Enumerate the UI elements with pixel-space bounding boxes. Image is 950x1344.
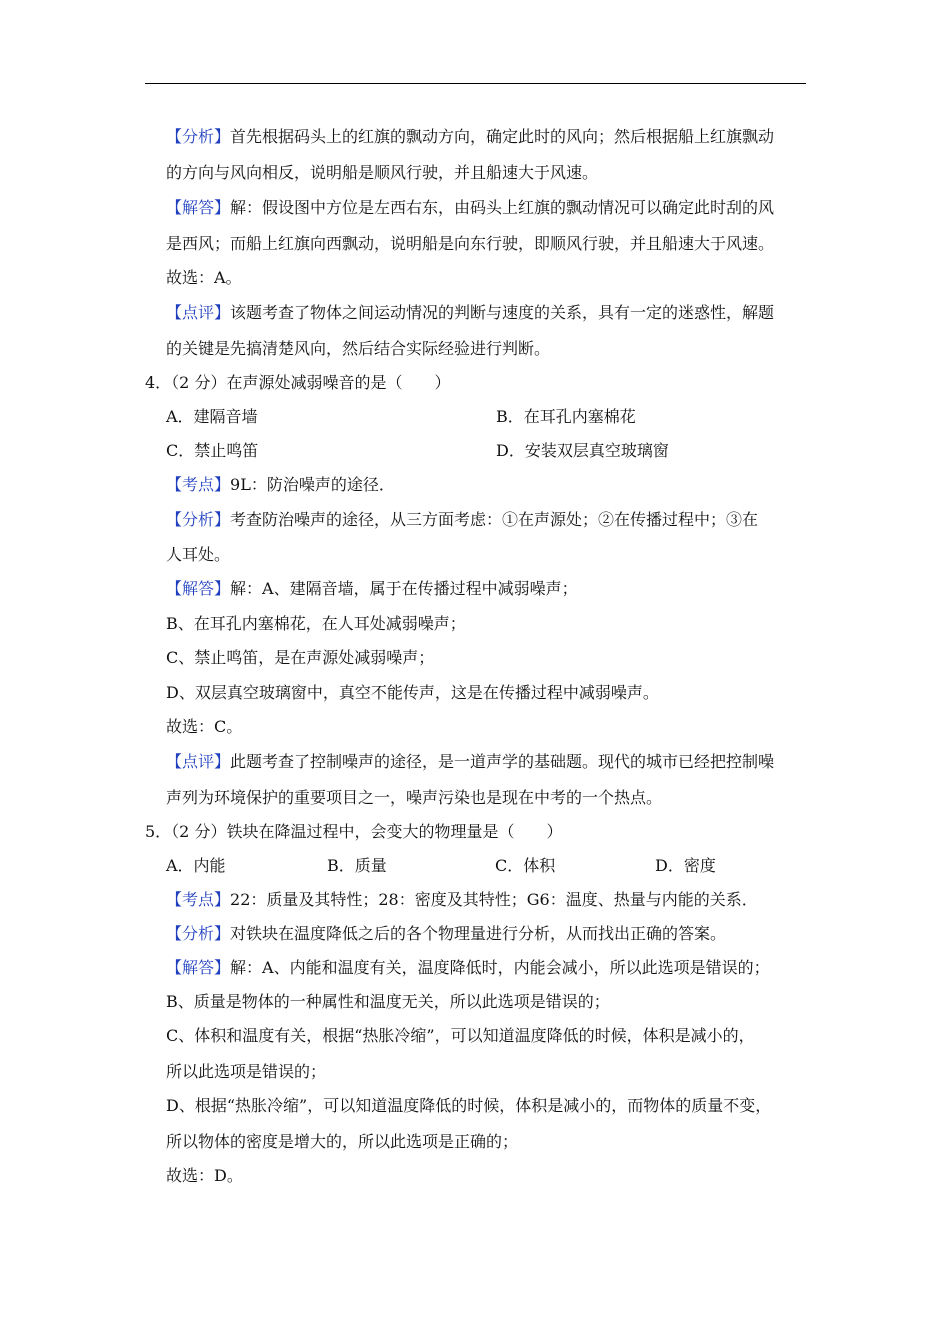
- q5-option-d: D．密度: [655, 856, 716, 875]
- q3-analysis-line1: 【分析】首先根据码头上的红旗的飘动方向，确定此时的风向；然后根据船上红旗飘动: [166, 127, 775, 146]
- q4-stem: 4．（2 分）在声源处减弱噪音的是（ ）: [145, 373, 451, 392]
- answer-tag: 【解答】: [166, 958, 231, 977]
- q5-option-c: C．体积: [495, 856, 556, 875]
- answer-tag: 【解答】: [166, 198, 231, 217]
- q4-comment-line2: 声列为环境保护的重要项目之一，噪声污染也是现在中考的一个热点。: [166, 788, 663, 807]
- q4-answer-line1: 【解答】解：A、建隔音墙，属于在传播过程中减弱噪声；: [166, 579, 578, 598]
- q4-option-d: D．安装双层真空玻璃窗: [496, 441, 669, 460]
- q4-answer-line4: D、双层真空玻璃窗中，真空不能传声，这是在传播过程中减弱噪声。: [166, 683, 659, 702]
- q5-option-b: B．质量: [327, 856, 387, 875]
- point-tag: 【考点】: [166, 890, 231, 909]
- analysis-tag: 【分析】: [166, 924, 231, 943]
- q3-answer-line2: 是西风；而船上红旗向西飘动，说明船是向东行驶，即顺风行驶，并且船速大于风速。: [166, 234, 775, 253]
- q4-choice: 故选：C。: [166, 717, 243, 736]
- q5-answer-line5: D、根据“热胀冷缩”，可以知道温度降低的时候，体积是减小的，而物体的质量不变，: [166, 1096, 772, 1115]
- q4-option-b: B．在耳孔内塞棉花: [496, 407, 636, 426]
- q4-answer-line3: C、禁止鸣笛，是在声源处减弱噪声；: [166, 648, 435, 667]
- point-tag: 【考点】: [166, 475, 231, 494]
- q5-option-a: A．内能: [166, 856, 226, 875]
- analysis-tag: 【分析】: [166, 127, 231, 146]
- analysis-tag: 【分析】: [166, 510, 231, 529]
- answer-tag: 【解答】: [166, 579, 231, 598]
- q4-comment-line1: 【点评】此题考查了控制噪声的途径，是一道声学的基础题。现代的城市已经把控制噪: [166, 752, 775, 771]
- q5-answer-line3: C、体积和温度有关，根据“热胀冷缩”，可以知道温度降低的时候，体积是减小的，: [166, 1026, 755, 1045]
- q5-answer-line6: 所以物体的密度是增大的，所以此选项是正确的；: [166, 1132, 519, 1151]
- q3-answer-line1: 【解答】解：假设图中方位是左西右东，由码头上红旗的飘动情况可以确定此时刮的风: [166, 198, 775, 217]
- comment-tag: 【点评】: [166, 303, 231, 322]
- q4-answer-line2: B、在耳孔内塞棉花，在人耳处减弱噪声；: [166, 614, 466, 633]
- q3-choice: 故选：A。: [166, 268, 242, 287]
- q5-choice: 故选：D。: [166, 1166, 243, 1185]
- q4-analysis-line1: 【分析】考查防治噪声的途径，从三方面考虑：①在声源处；②在传播过程中；③在: [166, 510, 759, 529]
- q5-point: 【考点】22：质量及其特性；28：密度及其特性；G6：温度、热量与内能的关系．: [166, 890, 758, 909]
- q3-analysis-line2: 的方向与风向相反，说明船是顺风行驶，并且船速大于风速。: [166, 163, 599, 182]
- q4-point: 【考点】9L：防治噪声的途径．: [166, 475, 395, 494]
- q5-stem: 5．（2 分）铁块在降温过程中，会变大的物理量是（ ）: [145, 822, 563, 841]
- q4-analysis-line2: 人耳处。: [166, 545, 231, 564]
- q3-comment-line2: 的关键是先搞清楚风向，然后结合实际经验进行判断。: [166, 339, 551, 358]
- q5-answer-line2: B、质量是物体的一种属性和温度无关，所以此选项是错误的；: [166, 992, 610, 1011]
- header-rule: [145, 83, 806, 84]
- q4-option-c: C．禁止鸣笛: [166, 441, 259, 460]
- q3-comment-line1: 【点评】该题考查了物体之间运动情况的判断与速度的关系，具有一定的迷惑性，解题: [166, 303, 775, 322]
- comment-tag: 【点评】: [166, 752, 231, 771]
- q5-analysis: 【分析】对铁块在温度降低之后的各个物理量进行分析，从而找出正确的答案。: [166, 924, 727, 943]
- q4-option-a: A．建隔音墙: [166, 407, 258, 426]
- q5-answer-line1: 【解答】解：A、内能和温度有关，温度降低时，内能会减小，所以此选项是错误的；: [166, 958, 770, 977]
- q5-answer-line4: 所以此选项是错误的；: [166, 1062, 327, 1081]
